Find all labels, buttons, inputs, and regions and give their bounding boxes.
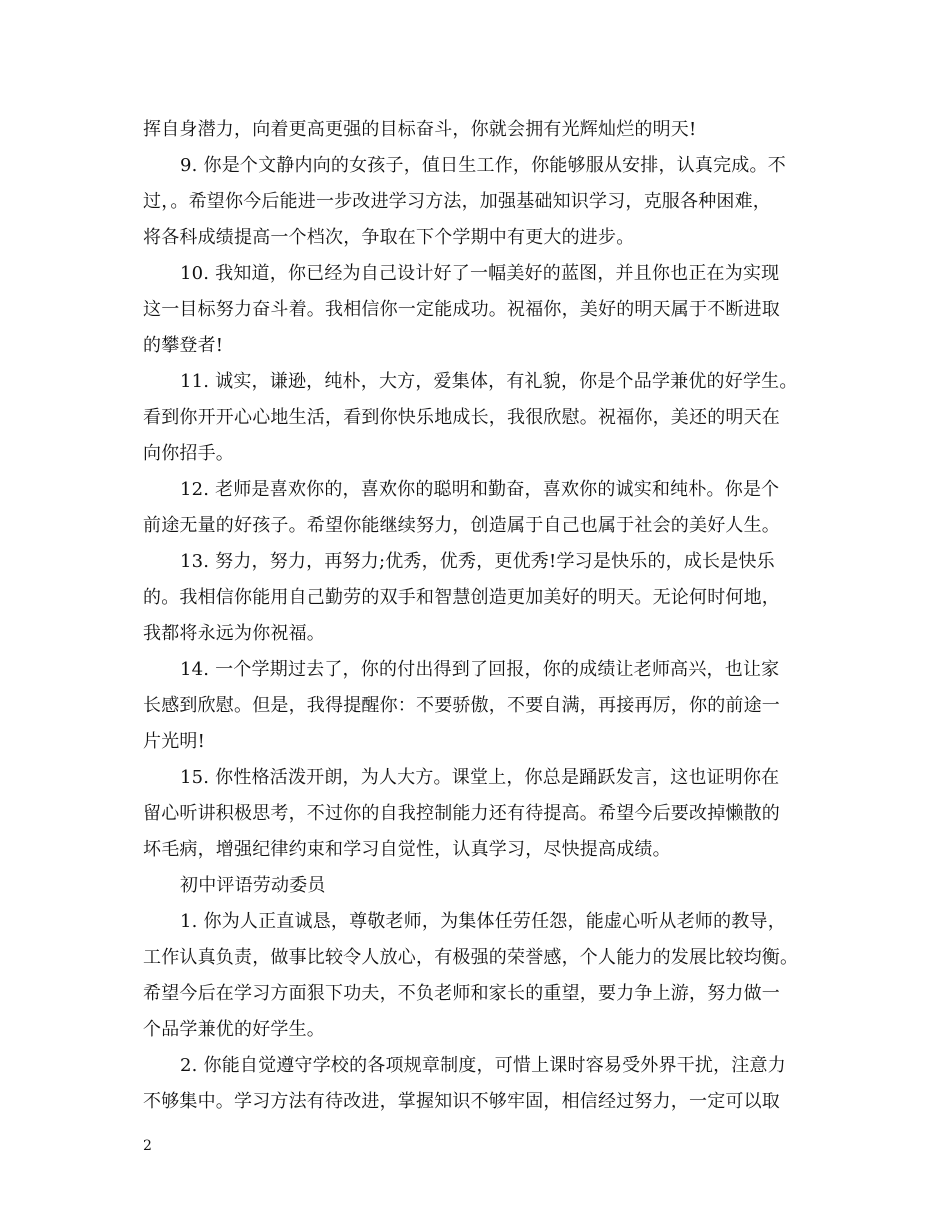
text-line: 的攀登者!	[143, 335, 224, 356]
text-line: 片光明!	[143, 731, 206, 752]
text-line: 2. 你能自觉遵守学校的各项规章制度，可惜上课时容易受外界干扰，注意力	[180, 1055, 786, 1076]
text-line: 我都将永远为你祝福。	[143, 623, 325, 644]
text-line: 工作认真负责，做事比较令人放心，有极强的荣誉感，个人能力的发展比较均衡。	[143, 947, 799, 968]
text-line: 向你招手。	[143, 443, 234, 464]
text-line: 13. 努力，努力，再努力;优秀，优秀，更优秀!学习是快乐的，成长是快乐	[180, 551, 775, 572]
section-heading: 初中评语劳动委员	[180, 875, 326, 896]
text-line: 1. 你为人正直诚恳，尊敬老师，为集体任劳任怨，能虚心听从老师的教导，	[180, 911, 786, 932]
text-line: 看到你开开心心地生活，看到你快乐地成长，我很欣慰。祝福你，美还的明天在	[143, 407, 780, 428]
text-line: 挥自身潜力，向着更高更强的目标奋斗，你就会拥有光辉灿烂的明天!	[143, 119, 697, 140]
text-line: 留心听讲积极思考，不过你的自我控制能力还有待提高。希望今后要改掉懒散的	[143, 803, 780, 824]
text-line: 12. 老师是喜欢你的，喜欢你的聪明和勤奋，喜欢你的诚实和纯朴。你是个	[180, 479, 780, 500]
text-line: 过，。希望你今后能进一步改进学习方法，加强基础知识学习，克服各种困难，	[143, 191, 771, 212]
text-line: 11. 诚实，谦逊，纯朴，大方，爱集体，有礼貌，你是个品学兼优的好学生。	[180, 371, 798, 392]
text-line: 10. 我知道，你已经为自己设计好了一幅美好的蓝图，并且你也正在为实现	[180, 263, 780, 284]
text-line: 9. 你是个文静内向的女孩子，值日生工作，你能够服从安排，认真完成。不	[180, 155, 786, 176]
text-line: 不够集中。学习方法有待改进，掌握知识不够牢固，相信经过努力，一定可以取	[143, 1091, 780, 1112]
text-line: 长感到欣慰。但是，我得提醒你：不要骄傲，不要自满，再接再厉，你的前途一	[143, 695, 780, 716]
text-line: 这一目标努力奋斗着。我相信你一定能成功。祝福你，美好的明天属于不断进取	[143, 299, 780, 320]
text-line: 坏毛病，增强纪律约束和学习自觉性，认真学习，尽快提高成绩。	[143, 839, 671, 860]
text-line: 14. 一个学期过去了，你的付出得到了回报，你的成绩让老师高兴，也让家	[180, 659, 780, 680]
text-line: 个品学兼优的好学生。	[143, 1019, 325, 1040]
text-line: 的。我相信你能用自己勤劳的双手和智慧创造更加美好的明天。无论何时何地，	[143, 587, 780, 608]
text-line: 15. 你性格活泼开朗，为人大方。课堂上，你总是踊跃发言，这也证明你在	[180, 767, 780, 788]
text-line: 将各科成绩提高一个档次，争取在下个学期中有更大的进步。	[143, 227, 635, 248]
text-line: 前途无量的好孩子。希望你能继续努力，创造属于自己也属于社会的美好人生。	[143, 515, 780, 536]
text-line: 希望今后在学习方面狠下功夫，不负老师和家长的重望，要力争上游，努力做一	[143, 983, 780, 1004]
page-number: 2	[143, 1138, 152, 1154]
